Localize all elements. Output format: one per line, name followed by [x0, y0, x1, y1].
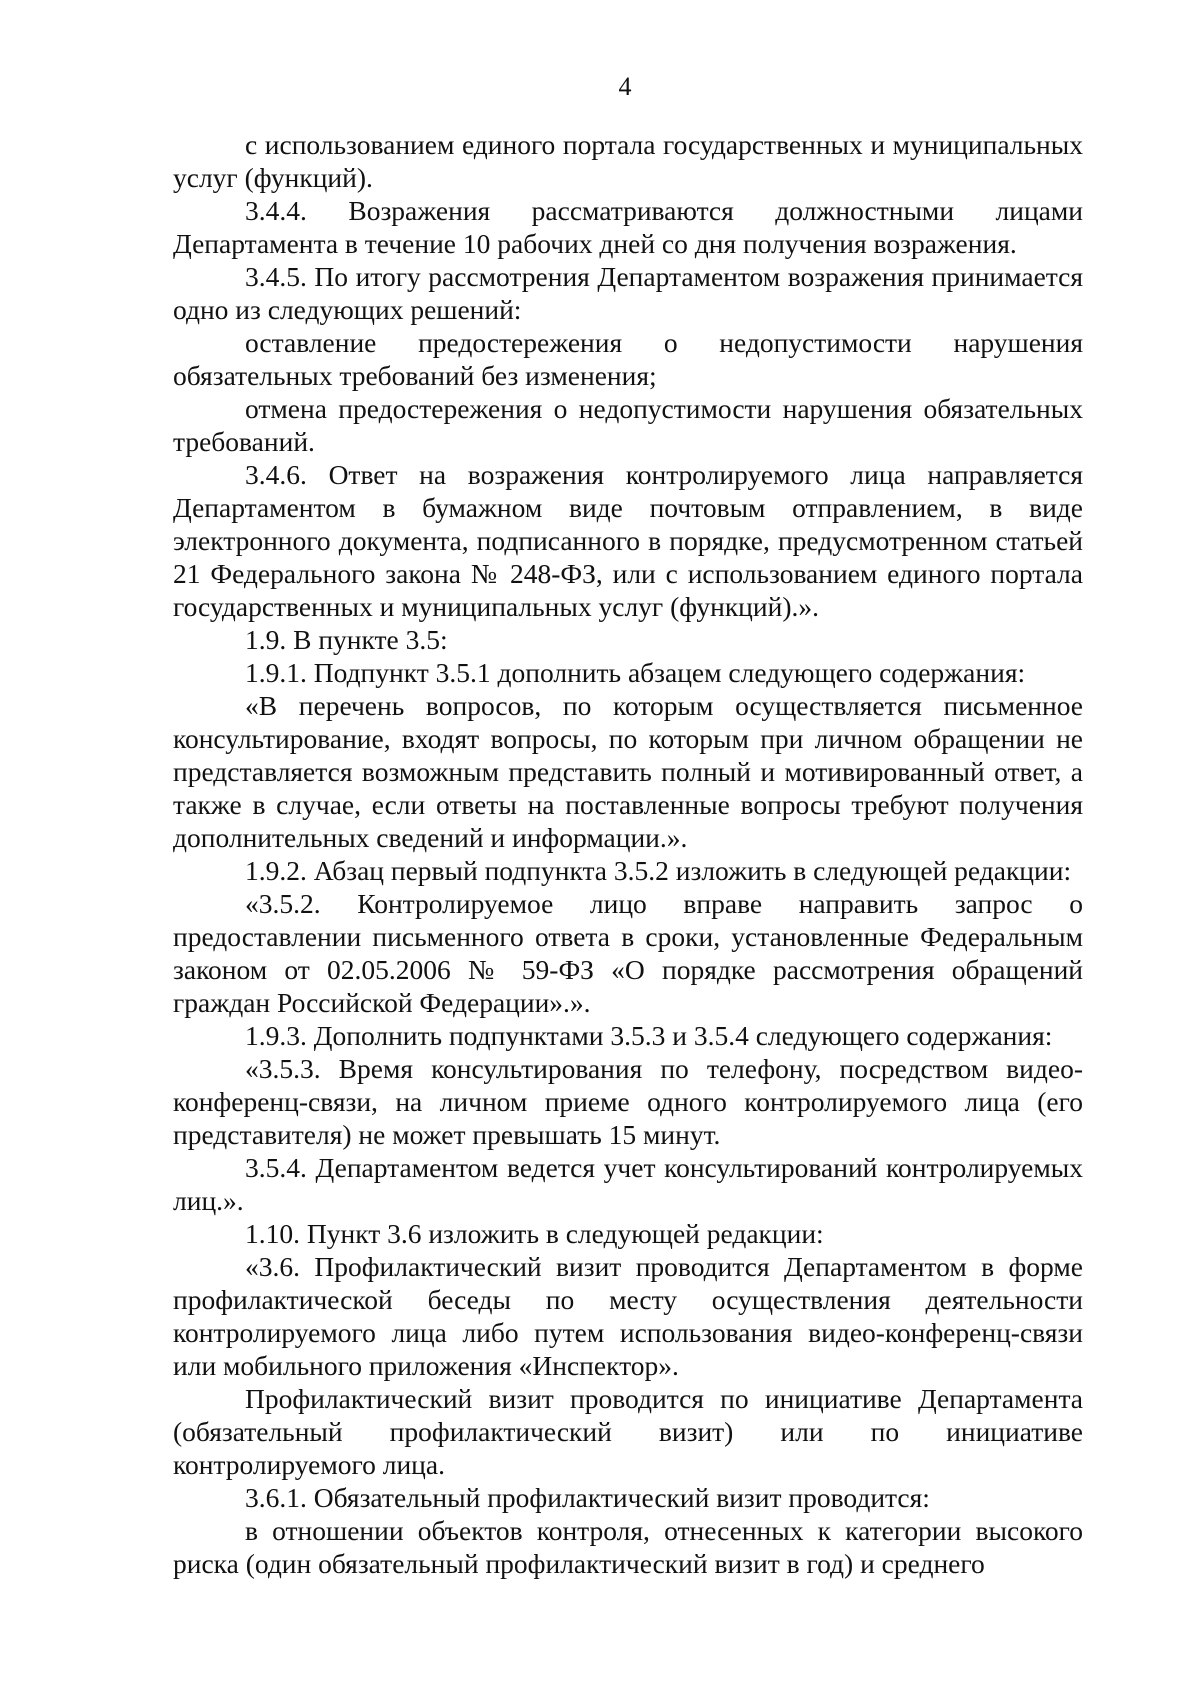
paragraph: 3.4.4. Возражения рассматриваются должностными лицами Департамента в течение 10 рабочих дней со дня получения возражения. — [173, 195, 1083, 259]
paragraph: «3.5.2. Контролируемое лицо вправе направить запрос о предоставлении письменного ответа в сроки, установленные Федеральным законом от 02.05.2006 № 59-ФЗ «О порядке рассмотрения обращений граждан Российской Федерации».». — [173, 888, 1083, 1018]
paragraph: Профилактический визит проводится по инициативе Департамента (обязательный профилактический визит) или по инициативе контролируемого лица. — [173, 1383, 1083, 1480]
paragraph: 1.9.1. Подпункт 3.5.1 дополнить абзацем следующего содержания: — [245, 657, 1026, 688]
paragraph: «В перечень вопросов, по которым осуществляется письменное консультирование, входят вопросы, по которым при личном обращении не представляется возможным представить полный и мотивированный ответ, а также в случае, если ответы на поставленные вопросы требуют получения дополнительных сведений и информации.». — [173, 690, 1083, 853]
paragraph: 1.10. Пункт 3.6 изложить в следующей редакции: — [245, 1218, 824, 1249]
paragraph: 1.9.3. Дополнить подпунктами 3.5.3 и 3.5.4 следующего содержания: — [245, 1020, 1053, 1051]
document-body — [173, 128, 1083, 1580]
page-number: 4 — [618, 72, 632, 101]
paragraph: с использованием единого портала государственных и муниципальных услуг (функций). — [173, 129, 1083, 193]
paragraph: 1.9.2. Абзац первый подпункта 3.5.2 изложить в следующей редакции: — [245, 855, 1072, 886]
paragraph: «3.6. Профилактический визит проводится Департаментом в форме профилактической беседы по месту осуществления деятельности контролируемого лица либо путем использования видео-конференц-связи или мобильного приложения «Инспектор». — [173, 1251, 1083, 1381]
paragraph: оставление предостережения о недопустимости нарушения обязательных требований без изменения; — [173, 327, 1083, 391]
paragraph: 3.5.4. Департаментом ведется учет консультирований контролируемых лиц.». — [173, 1152, 1083, 1216]
paragraph: 3.4.6. Ответ на возражения контролируемого лица направляется Департаментом в бумажном виде почтовым отправлением, в виде электронного документа, подписанного в порядке, предусмотренном статьей 21 Федерального закона № 248-ФЗ, или с использованием единого портала государственных и муниципальных услуг (функций).». — [173, 459, 1083, 622]
paragraph: 3.6.1. Обязательный профилактический визит проводится: — [245, 1482, 930, 1513]
paragraph: 1.9. В пункте 3.5: — [245, 624, 448, 655]
paragraph: «3.5.3. Время консультирования по телефону, посредством видео-конференц-связи, на личном приеме одного контролируемого лица (его представителя) не может превышать 15 минут. — [173, 1053, 1083, 1150]
paragraph: отмена предостережения о недопустимости нарушения обязательных требований. — [173, 393, 1083, 457]
paragraph: 3.4.5. По итогу рассмотрения Департаментом возражения принимается одно из следующих решений: — [173, 261, 1083, 325]
paragraph: в отношении объектов контроля, отнесенных к категории высокого риска (один обязательный профилактический визит в год) и среднего — [173, 1515, 1083, 1579]
